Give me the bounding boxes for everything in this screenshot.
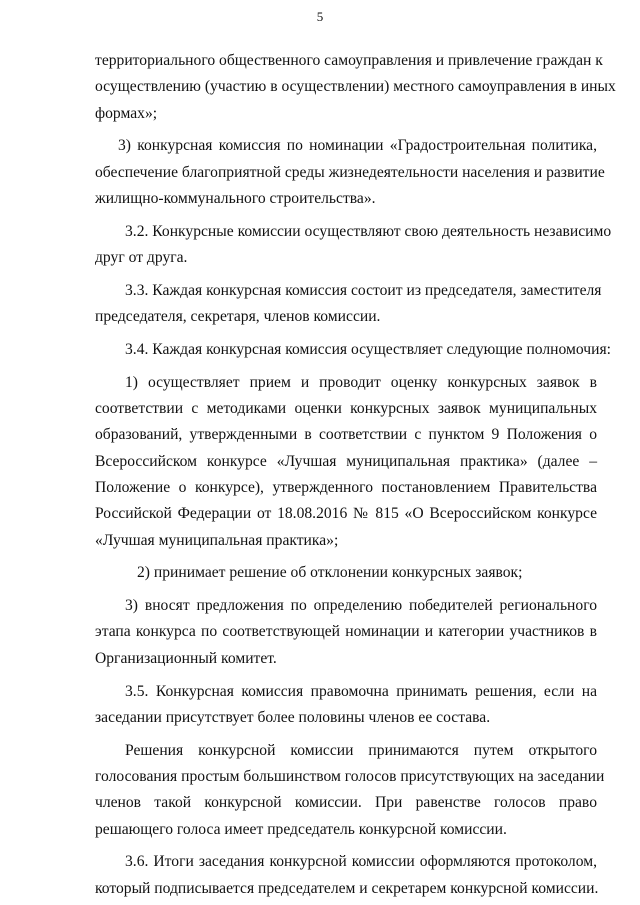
text-line: Решения конкурсной комиссии принимаются путем открытого: [125, 741, 597, 759]
text-line: этапа конкурса по соответствующей номинации и категории участников в: [95, 623, 597, 641]
text-line: «Лучшая муниципальная практика»;: [95, 531, 339, 549]
text-line: Российской Федерации от 18.08.2016 № 815 «О Всероссийском конкурсе: [95, 505, 597, 523]
text-line: друг от друга.: [95, 249, 188, 267]
text-line: 1) осуществляет прием и проводит оценку конкурсных заявок в: [125, 373, 597, 391]
text-line: территориального общественного самоуправления и привлечение граждан к: [95, 52, 603, 69]
text-line: который подписывается председателем и секретарем конкурсной комиссии.: [95, 879, 599, 897]
text-line: 3.4. Каждая конкурсная комиссия осуществляет следующие полномочия:: [125, 340, 611, 358]
text-line: председателя, секретаря, членов комиссии.: [95, 308, 381, 326]
text-line: 3) вносят предложения по определению победителей регионального: [125, 597, 597, 615]
text-line: образований, утвержденными в соответствии с пунктом 9 Положения о: [95, 426, 597, 444]
text-line: жилищно-коммунального строительства».: [95, 189, 376, 207]
page-number: 5: [316, 9, 324, 24]
document-body: [95, 48, 616, 902]
text-line: Положение о конкурсе), утвержденного постановлением Правительства: [95, 478, 597, 496]
text-line: формах»;: [95, 104, 158, 122]
text-line: 3) конкурсная комиссия по номинации «Градостроительная политика,: [118, 137, 597, 155]
text-line: обеспечение благоприятной среды жизнедеятельности населения и развитие: [95, 163, 605, 181]
text-line: 3.2. Конкурсные комиссии осуществляют свою деятельность независимо: [125, 222, 612, 240]
text-line: голосования простым большинством голосов присутствующих на заседании: [95, 767, 605, 785]
text-line: 3.6. Итоги заседания конкурсной комиссии оформляются протоколом,: [125, 853, 597, 871]
text-line: 2) принимает решение об отклонении конкурсных заявок;: [137, 564, 523, 582]
text-line: осуществлению (участию в осуществлении) местного самоуправления в иных: [95, 78, 616, 96]
text-line: членов такой конкурсной комиссии. При равенстве голосов право: [95, 794, 597, 812]
text-line: Организационный комитет.: [95, 649, 277, 667]
text-line: Всероссийском конкурсе «Лучшая муниципальная практика» (далее –: [95, 452, 597, 470]
text-line: соответствии с методиками оценки конкурсных заявок муниципальных: [95, 400, 597, 418]
text-line: 3.5. Конкурсная комиссия правомочна принимать решения, если на: [125, 682, 597, 700]
text-line: 3.3. Каждая конкурсная комиссия состоит из председателя, заместителя: [125, 281, 602, 299]
text-line: решающего голоса имеет председатель конкурсной комиссии.: [95, 820, 507, 838]
text-line: заседании присутствует более половины членов ее состава.: [95, 708, 491, 726]
